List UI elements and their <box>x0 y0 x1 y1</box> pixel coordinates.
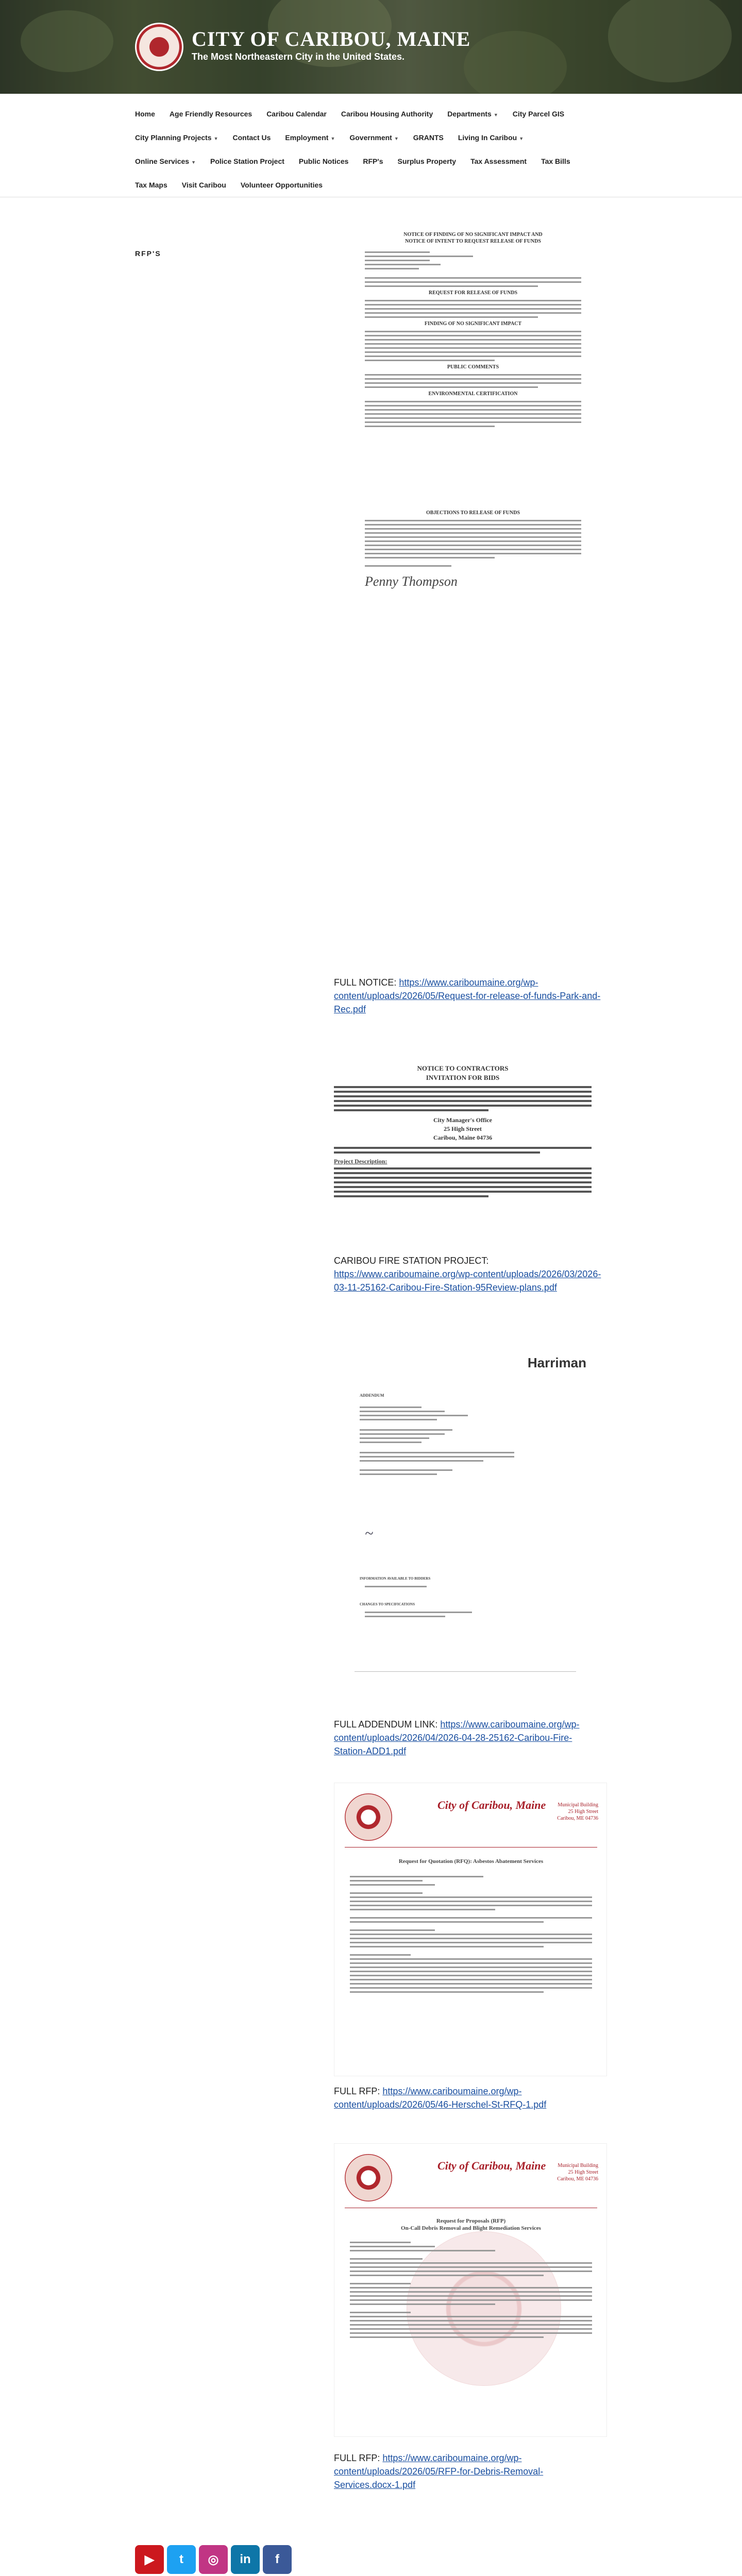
link-prefix: FULL NOTICE: <box>334 977 399 988</box>
nav-item-contact[interactable]: Contact Us <box>232 133 271 142</box>
page-title: RFP'S <box>135 249 161 258</box>
doc-label: INFORMATION AVAILABLE TO BIDDERS <box>360 1577 431 1581</box>
nav-item-tax-assessment[interactable]: Tax Assessment <box>470 157 527 165</box>
link-prefix: FULL ADDENDUM LINK: <box>334 1719 441 1730</box>
link-prefix: CARIBOU FIRE STATION PROJECT: <box>334 1256 489 1266</box>
full-rfp-link[interactable]: https://www.cariboumaine.org/wp-content/uploads/2026/05/RFP-for-Debris-Removal-Services.docx-1.pdf <box>334 2453 544 2490</box>
twitter-icon[interactable]: t <box>167 2545 196 2574</box>
nav-item-age-friendly[interactable]: Age Friendly Resources <box>169 110 252 118</box>
nav-item-grants[interactable]: GRANTS <box>413 133 444 142</box>
doc-body <box>365 251 581 287</box>
rfq-document-image[interactable] <box>334 1783 607 2076</box>
doc-body <box>360 1406 514 1478</box>
letterhead-title: City of Caribou, Maine <box>437 2159 546 2172</box>
address-line: Municipal Building <box>558 2163 598 2168</box>
full-addendum-link[interactable]: https://www.cariboumaine.org/wp-content/uploads/2026/04/2026-04-28-25162-Caribou-Fire-Station-ADD1.pdf <box>334 1719 580 1756</box>
address-line: Municipal Building <box>558 1802 598 1808</box>
doc-body <box>365 374 581 388</box>
rfp-document-image[interactable] <box>334 2143 607 2437</box>
doc-section-heading: FINDING OF NO SIGNIFICANT IMPACT <box>424 321 522 327</box>
doc-footer-rule <box>355 1671 576 1672</box>
doc-address: Caribou, Maine 04736 <box>433 1134 493 1141</box>
nav-label: Departments <box>447 110 492 118</box>
chevron-down-icon: ▼ <box>213 136 218 141</box>
chevron-down-icon: ▼ <box>493 112 498 117</box>
facebook-icon[interactable]: f <box>263 2545 292 2574</box>
social-links <box>135 2545 292 2574</box>
nav-item-rfps[interactable]: RFP's <box>363 157 383 165</box>
link-prefix: FULL RFP: <box>334 2086 383 2096</box>
site-header <box>0 0 742 94</box>
chevron-down-icon: ▼ <box>330 136 335 141</box>
nav-item-visit[interactable]: Visit Caribou <box>181 181 226 189</box>
chevron-down-icon: ▼ <box>191 160 196 165</box>
doc-body <box>365 1612 499 1620</box>
doc-address: City Manager's Office <box>433 1116 492 1124</box>
doc-heading: NOTICE OF FINDING OF NO SIGNIFICANT IMPACT AND <box>403 232 543 238</box>
nav-item-public-notices[interactable]: Public Notices <box>298 157 349 165</box>
doc-address: 25 High Street <box>444 1125 482 1132</box>
doc-body <box>350 2242 592 2341</box>
doc-body <box>365 300 581 318</box>
link-paragraph <box>334 2084 602 2111</box>
nav-item-government[interactable] <box>349 133 398 142</box>
nav-item-tax-maps[interactable]: Tax Maps <box>135 181 167 189</box>
nav-label: Employment <box>285 133 329 142</box>
nav-row-1 <box>135 102 609 126</box>
doc-section-heading: OBJECTIONS TO RELEASE OF FUNDS <box>426 510 520 516</box>
chevron-down-icon: ▼ <box>519 136 524 141</box>
nav-label: Online Services <box>135 157 190 165</box>
full-notice-link[interactable]: https://www.cariboumaine.org/wp-content/uploads/2026/05/Request-for-release-of-funds-Park-and-Rec.pdf <box>334 977 601 1014</box>
doc-label: CHANGES TO SPECIFICATIONS <box>360 1602 415 1606</box>
nav-row-3 <box>135 149 609 173</box>
nav-item-calendar[interactable]: Caribou Calendar <box>266 110 327 118</box>
nav-item-planning[interactable] <box>135 133 218 142</box>
city-seal-icon <box>345 2154 392 2201</box>
doc-section-heading: REQUEST FOR RELEASE OF FUNDS <box>428 290 518 296</box>
letterhead-rule <box>345 1847 597 1848</box>
rfp-subtitle: On-Call Debris Removal and Blight Remediation Services <box>401 2225 541 2231</box>
doc-heading: INVITATION FOR BIDS <box>426 1074 500 1081</box>
doc-body <box>365 520 581 567</box>
address-line: Caribou, ME 04736 <box>557 1816 598 1821</box>
nav-item-housing[interactable]: Caribou Housing Authority <box>341 110 433 118</box>
address-line: 25 High Street <box>568 2170 598 2175</box>
addendum-document-image[interactable] <box>334 1355 592 1685</box>
nav-item-living[interactable] <box>458 133 524 142</box>
firm-name: Harriman <box>527 1355 586 1370</box>
link-paragraph <box>334 2451 602 2492</box>
full-rfq-link[interactable]: https://www.cariboumaine.org/wp-content/uploads/2026/05/46-Herschel-St-RFQ-1.pdf <box>334 2086 547 2110</box>
doc-heading: NOTICE OF INTENT TO REQUEST RELEASE OF FUNDS <box>405 239 541 244</box>
city-seal-logo[interactable] <box>135 23 183 71</box>
link-paragraph <box>334 1254 602 1294</box>
nav-item-tax-bills[interactable]: Tax Bills <box>541 157 570 165</box>
nav-item-departments[interactable] <box>447 110 498 118</box>
linkedin-icon[interactable]: in <box>231 2545 260 2574</box>
bid-invitation-document-image[interactable] <box>334 1059 592 1250</box>
nav-row-2 <box>135 126 609 149</box>
doc-body <box>334 1147 592 1154</box>
nav-item-gis[interactable]: City Parcel GIS <box>512 110 565 118</box>
letterhead-address <box>557 2162 598 2182</box>
rfp-title: Request for Proposals (RFP) <box>436 2218 506 2224</box>
doc-section-heading: PUBLIC COMMENTS <box>447 364 499 370</box>
site-title[interactable]: CITY OF CARIBOU, MAINE <box>192 27 471 50</box>
doc-body <box>334 1086 592 1111</box>
nav-item-volunteer[interactable]: Volunteer Opportunities <box>240 181 323 189</box>
doc-heading: ADDENDUM <box>360 1393 384 1398</box>
link-paragraph <box>334 1718 602 1758</box>
address-line: Caribou, ME 04736 <box>557 2176 598 2182</box>
nav-item-surplus[interactable]: Surplus Property <box>397 157 457 165</box>
doc-label: Project Description: <box>334 1158 387 1165</box>
fire-station-project-link[interactable]: https://www.cariboumaine.org/wp-content/uploads/2026/03/2026-03-11-25162-Caribou-Fire-Station-95Review-plans.pdf <box>334 1269 601 1293</box>
doc-heading: NOTICE TO CONTRACTORS <box>417 1064 509 1072</box>
signature-scrawl: ~ <box>365 1525 374 1542</box>
nav-item-online-services[interactable] <box>135 157 196 165</box>
link-prefix: FULL RFP: <box>334 2453 383 2463</box>
nav-row-4 <box>135 173 609 197</box>
doc-body <box>365 1586 468 1590</box>
doc-section-heading: ENVIRONMENTAL CERTIFICATION <box>428 391 518 397</box>
doc-body <box>350 1876 592 1995</box>
nav-label: Government <box>349 133 392 142</box>
main-navigation <box>135 102 609 197</box>
site-tagline: The Most Northeastern City in the United States. <box>192 52 405 62</box>
nav-item-police-project[interactable]: Police Station Project <box>210 157 284 165</box>
doc-body <box>365 401 581 427</box>
city-seal-icon <box>345 1793 392 1841</box>
youtube-icon[interactable]: ▶ <box>135 2545 164 2574</box>
notice-document-image[interactable] <box>365 222 581 747</box>
instagram-icon[interactable]: ◎ <box>199 2545 228 2574</box>
doc-body <box>365 331 581 361</box>
letterhead-address <box>557 1802 598 1822</box>
signature: Penny Thompson <box>365 574 458 589</box>
doc-body <box>334 1167 592 1197</box>
nav-label: City Planning Projects <box>135 133 212 142</box>
rfq-title: Request for Quotation (RFQ): Asbestos Abatement Services <box>398 1858 544 1865</box>
nav-label: Living In Caribou <box>458 133 517 142</box>
chevron-down-icon: ▼ <box>394 136 399 141</box>
nav-item-employment[interactable] <box>285 133 335 142</box>
address-line: 25 High Street <box>568 1809 598 1815</box>
link-paragraph <box>334 976 602 1016</box>
letterhead-title: City of Caribou, Maine <box>437 1799 546 1811</box>
nav-item-home[interactable]: Home <box>135 110 155 118</box>
